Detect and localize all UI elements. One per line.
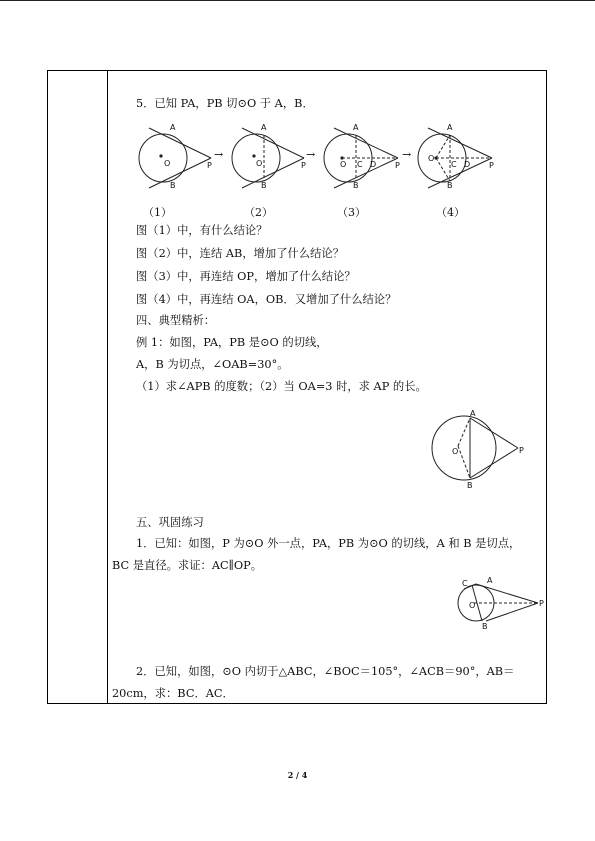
q5-question-4: 图（4）中，再连结 OA，OB．又增加了什么结论？ xyxy=(136,293,397,306)
q5-figure-2 xyxy=(228,120,310,192)
ex1-label-p: P xyxy=(519,446,524,455)
fig4-label-d: D xyxy=(464,160,471,169)
fig1-label-b: B xyxy=(170,181,176,190)
exercise1-line2: BC 是直径。求证：AC∥OP。 xyxy=(112,559,263,572)
arrow-1-icon: → xyxy=(214,148,224,161)
page-top-rule xyxy=(0,0,595,1)
q5-question-3: 图（3）中，再连结 OP，增加了什么结论？ xyxy=(136,270,356,283)
fig3-label-b: B xyxy=(353,181,359,190)
example1-figure xyxy=(426,404,526,494)
fig3-label-d: D xyxy=(370,160,377,169)
exercise1-line1: 1．已知：如图，P 为⊙O 外一点，PA，PB 为⊙O 的切线，A 和 B 是切点， xyxy=(136,537,521,550)
arrow-3-icon: → xyxy=(402,148,412,161)
page-number: 2 / 4 xyxy=(287,770,308,780)
ex1-fig-label-p: P xyxy=(539,599,544,608)
fig1-label-a: A xyxy=(170,123,176,132)
fig2-label-o: O xyxy=(256,159,263,168)
fig1-label-p: P xyxy=(207,161,212,170)
example1-line2: A，B 为切点，∠OAB=30°。 xyxy=(136,358,289,371)
q5-question-1: 图（1）中，有什么结论？ xyxy=(136,224,268,237)
q5-figure-3 xyxy=(320,120,404,192)
ex1-fig-label-o: O xyxy=(469,601,476,610)
fig3-label-o: O xyxy=(340,160,347,169)
fig3-label-a: A xyxy=(353,123,359,132)
ex1-label-a: A xyxy=(470,409,476,418)
q5-figure-1 xyxy=(135,120,215,192)
fig4-label-b: B xyxy=(447,181,453,190)
exercise1-figure xyxy=(452,575,544,631)
fig2-label-a: A xyxy=(261,123,267,132)
ex1-fig-label-a: A xyxy=(487,576,493,585)
fig1-label-o: O xyxy=(164,159,171,168)
fig4-label-o: O xyxy=(428,154,435,163)
ex1-label-o: O xyxy=(452,447,459,456)
arrow-2-icon: → xyxy=(306,148,316,161)
figure-caption-3: （3） xyxy=(337,206,366,219)
q5-question-2: 图（2）中，连结 AB，增加了什么结论？ xyxy=(136,247,344,260)
figure-caption-4: （4） xyxy=(436,206,465,219)
fig3-label-p: P xyxy=(395,161,400,170)
figure-caption-1: （1） xyxy=(143,206,172,219)
ex1-label-b: B xyxy=(467,481,473,490)
fig4-label-a: A xyxy=(447,123,453,132)
exercise2-line1: 2．已知，如图，⊙O 内切于△ABC，∠BOC＝105°，∠ACB＝90°，AB＝ xyxy=(136,665,515,678)
section5-heading: 五、巩固练习 xyxy=(136,516,204,529)
figure-caption-2: （2） xyxy=(244,206,273,219)
ex1-fig-label-b: B xyxy=(482,622,488,631)
example1-line1: 例 1：如图，PA，PB 是⊙O 的切线， xyxy=(136,336,328,349)
example1-line3: （1）求∠APB 的度数；（2）当 OA=3 时，求 AP 的长。 xyxy=(136,380,427,393)
table-column-divider xyxy=(107,71,108,703)
q5-figure-4 xyxy=(414,120,498,192)
q5-title: 5．已知 PA，PB 切⊙O 于 A，B． xyxy=(136,97,314,110)
fig3-label-c: C xyxy=(357,160,363,169)
fig4-label-p: P xyxy=(489,161,494,170)
section4-heading: 四、典型精析： xyxy=(136,314,216,327)
fig2-label-p: P xyxy=(301,161,306,170)
exercise2-line2: 20cm，求：BC．AC． xyxy=(112,687,234,700)
fig4-label-c: C xyxy=(451,160,457,169)
ex1-fig-label-c: C xyxy=(462,579,468,588)
fig2-label-b: B xyxy=(261,181,267,190)
